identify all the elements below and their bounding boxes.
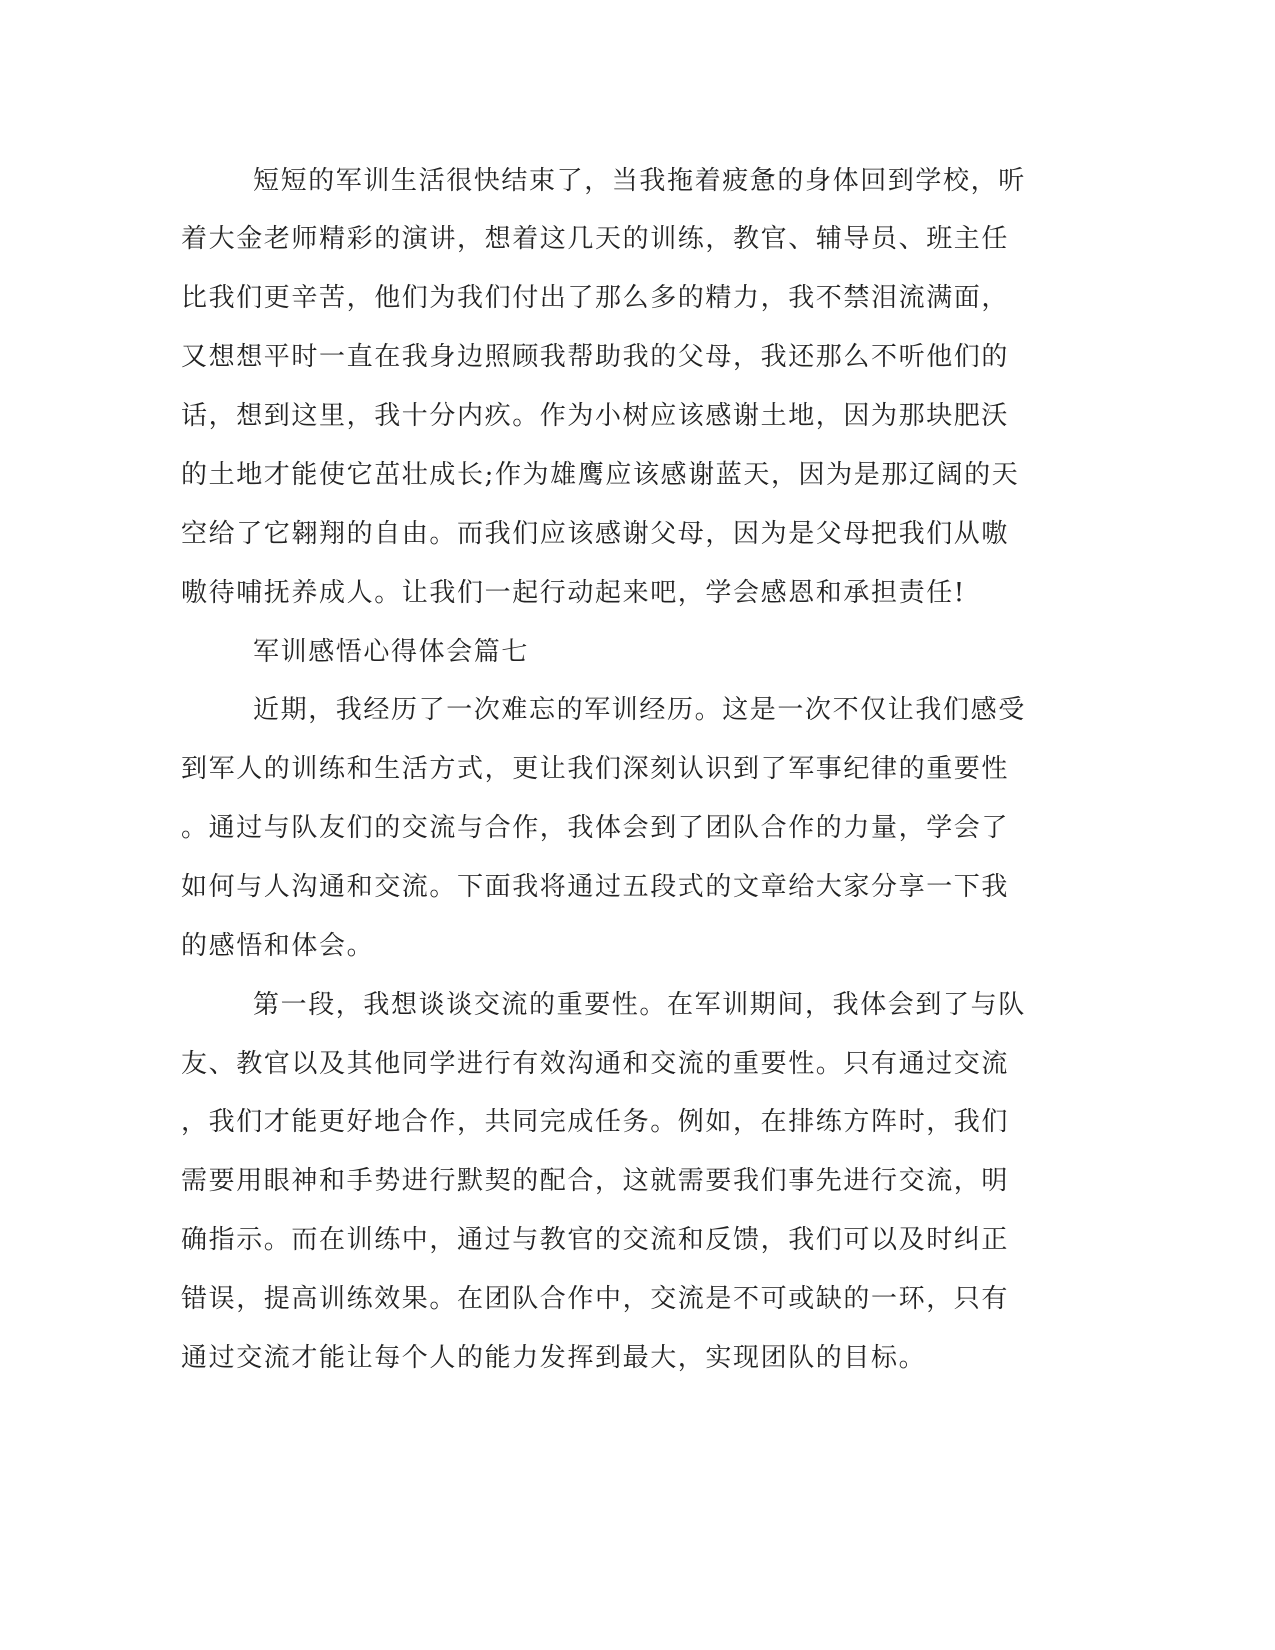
- paragraph-3-line-3: ，我们才能更好地合作，共同完成任务。例如，在排练方阵时，我们: [181, 1107, 1010, 1137]
- paragraph-1-line-8: 嗷待哺抚养成人。让我们一起行动起来吧，学会感恩和承担责任!: [181, 578, 966, 608]
- paragraph-2-line-4: 如何与人沟通和交流。下面我将通过五段式的文章给大家分享一下我: [181, 872, 1010, 902]
- paragraph-3-line-6: 错误，提高训练效果。在团队合作中，交流是不可或缺的一环，只有: [181, 1284, 1010, 1314]
- paragraph-2-line-5: 的感悟和体会。: [181, 931, 375, 961]
- paragraph-1-line-4: 又想想平时一直在我身边照顾我帮助我的父母，我还那么不听他们的: [181, 342, 1010, 372]
- paragraph-1-line-3: 比我们更辛苦，他们为我们付出了那么多的精力，我不禁泪流满面，: [181, 283, 1010, 313]
- paragraph-3-line-7: 通过交流才能让每个人的能力发挥到最大，实现团队的目标。: [181, 1343, 927, 1373]
- section-heading: 军训感悟心得体会篇七: [253, 637, 530, 667]
- paragraph-1-line-2: 着大金老师精彩的演讲，想着这几天的训练，教官、辅导员、班主任: [181, 224, 1010, 254]
- paragraph-1-line-5: 话，想到这里，我十分内疚。作为小树应该感谢土地，因为那块肥沃: [181, 401, 1010, 431]
- paragraph-2-line-2: 到军人的训练和生活方式，更让我们深刻认识到了军事纪律的重要性: [181, 754, 1010, 784]
- paragraph-2-line-3: 。通过与队友们的交流与合作，我体会到了团队合作的力量，学会了: [181, 813, 1010, 843]
- paragraph-1-line-7: 空给了它翱翔的自由。而我们应该感谢父母，因为是父母把我们从嗷: [181, 519, 1010, 549]
- paragraph-1-line-6: 的土地才能使它茁壮成长;作为雄鹰应该感谢蓝天，因为是那辽阔的天: [181, 460, 1020, 490]
- paragraph-1-line-1: 短短的军训生活很快结束了，当我拖着疲惫的身体回到学校，听: [253, 166, 1026, 196]
- paragraph-3-line-2: 友、教官以及其他同学进行有效沟通和交流的重要性。只有通过交流: [181, 1049, 1010, 1079]
- paragraph-3-line-1: 第一段，我想谈谈交流的重要性。在军训期间，我体会到了与队: [253, 990, 1026, 1020]
- paragraph-3-line-5: 确指示。而在训练中，通过与教官的交流和反馈，我们可以及时纠正: [181, 1225, 1010, 1255]
- paragraph-3-line-4: 需要用眼神和手势进行默契的配合，这就需要我们事先进行交流，明: [181, 1166, 1010, 1196]
- paragraph-2-line-1: 近期，我经历了一次难忘的军训经历。这是一次不仅让我们感受: [253, 695, 1026, 725]
